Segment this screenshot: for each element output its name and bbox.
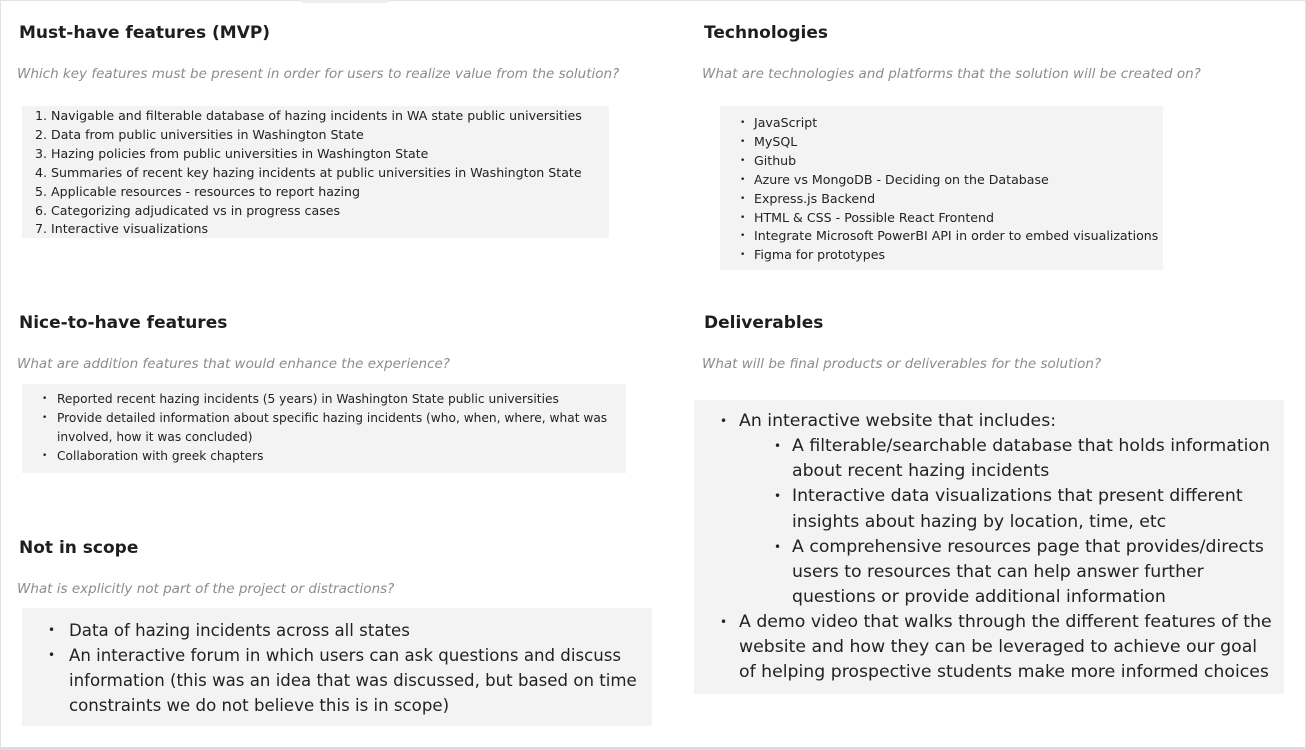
list-item: • Provide detailed information about specific hazing incidents (who, when, where, what was involved, how it was concluded) xyxy=(22,409,626,447)
nice-to-have-question: What are addition features that would enhance the experience? xyxy=(17,356,450,372)
list-item: • Azure vs MongoDB - Deciding on the Database xyxy=(720,171,1158,190)
technologies-heading: Technologies xyxy=(704,23,828,43)
not-in-scope-heading: Not in scope xyxy=(19,538,139,558)
list-item: • A demo video that walks through the different features of the website and how they can be leveraged to achieve our goal of helping prospective students make more informed choices xyxy=(694,610,1284,686)
list-item: • Integrate Microsoft PowerBI API in order to embed visualizations xyxy=(720,227,1158,246)
list-item: • An interactive forum in which users can ask questions and discuss information (this was an idea that was discussed, but based on time constraints we do not believe this is in scope) xyxy=(22,643,652,718)
not-in-scope-list-box xyxy=(22,608,652,726)
technologies-question: What are technologies and platforms that the solution will be created on? xyxy=(702,66,1201,82)
list-item: • A filterable/searchable database that holds information about recent hazing incidents xyxy=(694,434,1284,484)
list-item: 2. Data from public universities in Washington State xyxy=(35,126,364,142)
list-item: • Figma for prototypes xyxy=(720,246,1158,265)
not-in-scope-list xyxy=(22,618,652,718)
nice-to-have-list-box xyxy=(22,384,626,473)
list-item: • Interactive data visualizations that present different insights about hazing by location, time, etc xyxy=(694,484,1284,534)
list-item: 6. Categorizing adjudicated vs in progress cases xyxy=(35,202,341,218)
technologies-list xyxy=(720,114,1158,265)
technologies-list-box xyxy=(720,106,1163,270)
list-item: • A comprehensive resources page that provides/directs users to resources that can help answer further questions or provide additional information xyxy=(694,535,1284,611)
mvp-heading: Must-have features (MVP) xyxy=(19,23,271,43)
list-item: • Data of hazing incidents across all states xyxy=(22,618,652,643)
mvp-question: Which key features must be present in order for users to realize value from the solution? xyxy=(17,66,620,82)
mvp-list xyxy=(35,107,582,239)
deliverables-question: What will be final products or deliverables for the solution? xyxy=(702,356,1102,372)
list-item: • Github xyxy=(720,152,1158,171)
list-item: • Express.js Backend xyxy=(720,190,1158,209)
list-item: • Collaboration with greek chapters xyxy=(22,447,626,466)
deliverables-list xyxy=(694,409,1284,434)
list-item: 1. Navigable and filterable database of hazing incidents in WA state public universities xyxy=(35,108,582,123)
list-item: 5. Applicable resources - resources to report hazing xyxy=(35,183,361,199)
list-item: 4. Summaries of recent key hazing incidents at public universities in Washington State xyxy=(35,164,582,180)
list-item: • Reported recent hazing incidents (5 years) in Washington State public universities xyxy=(22,390,626,409)
top-edge-mark xyxy=(300,0,390,3)
deliverables-sublist xyxy=(694,434,1284,610)
not-in-scope-question: What is explicitly not part of the project or distractions? xyxy=(17,581,395,597)
nice-to-have-heading: Nice-to-have features xyxy=(19,313,228,333)
list-item: • An interactive website that includes: xyxy=(694,409,1284,434)
mvp-list-box xyxy=(22,106,609,238)
list-item: • HTML & CSS - Possible React Frontend xyxy=(720,209,1158,228)
deliverables-list-2 xyxy=(694,610,1284,686)
list-item: 7. Interactive visualizations xyxy=(35,221,209,237)
deliverables-heading: Deliverables xyxy=(704,313,824,333)
nice-to-have-list xyxy=(22,390,626,466)
deliverables-list-box xyxy=(694,400,1284,694)
list-item: • MySQL xyxy=(720,133,1158,152)
list-item: 3. Hazing policies from public universities in Washington State xyxy=(35,145,429,161)
list-item: • JavaScript xyxy=(720,114,1158,133)
